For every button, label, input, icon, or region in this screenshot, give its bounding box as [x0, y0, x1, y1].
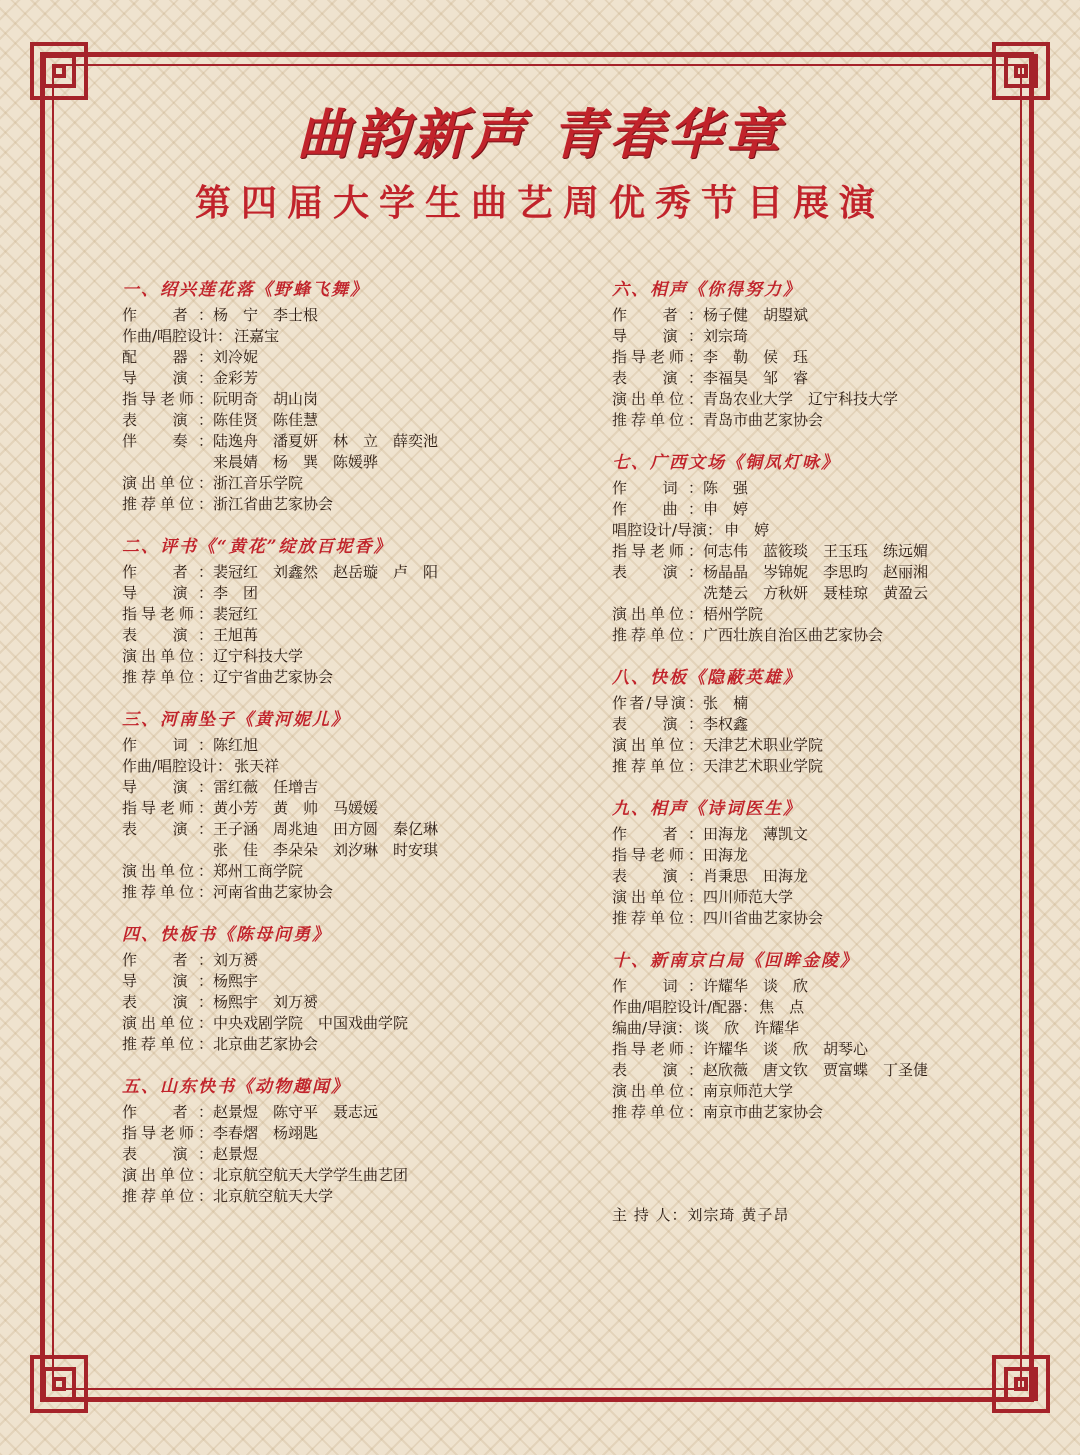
credit-value: 肖秉思 田海龙	[703, 867, 809, 885]
program-title: 九、相声《诗词医生》	[612, 799, 802, 819]
credit-value: 田海龙 薄凯文	[703, 825, 809, 843]
program-section	[122, 277, 542, 515]
credit-row	[122, 971, 542, 992]
credit-label: 作 者：	[122, 1103, 213, 1121]
program-title: 六、相声《你得努力》	[612, 280, 802, 300]
program-section	[612, 796, 1032, 929]
credit-row	[612, 326, 1032, 347]
credit-label: 作曲/唱腔设计/配器：	[612, 998, 758, 1016]
credit-value: 黄小芳 黄 帅 马媛媛	[213, 799, 379, 817]
credit-value: 刘宗琦	[703, 327, 749, 345]
poster-subtitle: 第四届大学生曲艺周优秀节目展演	[194, 183, 885, 224]
host-label: 主 持 人：	[612, 1206, 688, 1224]
program-section	[122, 922, 542, 1055]
credit-label: 推荐单位：	[612, 411, 703, 429]
credit-label: 演出单位：	[122, 1166, 213, 1184]
credit-row	[612, 735, 1032, 756]
credit-row	[612, 997, 1032, 1018]
credit-label: 推荐单位：	[122, 883, 213, 901]
credit-value: 青岛农业大学 辽宁科技大学	[703, 390, 899, 408]
credit-value: 刘万赟	[213, 951, 259, 969]
program-section	[612, 450, 1032, 646]
credit-label: 指导老师：	[612, 1040, 703, 1058]
credit-value: 李权鑫	[703, 715, 749, 733]
credit-value: 郑州工商学院	[213, 862, 304, 880]
credit-value: 李 团	[213, 584, 259, 602]
credit-value: 王子涵 周兆迪 田方圆 秦亿琳	[213, 820, 439, 838]
credit-value: 杨熙宇	[213, 972, 259, 990]
credit-value: 裴冠红	[213, 605, 259, 623]
credit-label: 指导老师：	[122, 390, 213, 408]
credit-row	[122, 950, 542, 971]
credit-label: 表 演：	[122, 411, 213, 429]
credit-label: 导 演：	[122, 584, 213, 602]
credit-value: 申 婷	[724, 521, 770, 539]
credit-label: 作曲/唱腔设计：	[122, 327, 233, 345]
credit-label: 演出单位：	[122, 862, 213, 880]
credit-row	[122, 992, 542, 1013]
program-title: 四、快板书《陈母问勇》	[122, 925, 331, 945]
credit-value: 杨晶晶 岑锦妮 李思昀 赵丽湘	[703, 563, 929, 581]
credit-label: 表 演：	[122, 1145, 213, 1163]
credit-value: 中央戏剧学院 中国戏曲学院	[213, 1014, 409, 1032]
credit-label: 演出单位：	[612, 888, 703, 906]
program-title: 十、新南京白局《回眸金陵》	[612, 951, 859, 971]
credit-label: 作 者：	[122, 306, 213, 324]
credit-row	[612, 347, 1032, 368]
credit-label: 作 曲：	[612, 500, 703, 518]
credit-label: 作曲/唱腔设计：	[122, 757, 233, 775]
credit-label: 导 演：	[122, 972, 213, 990]
credit-value: 何志伟 蓝筱琰 王玉珏 练远媚	[703, 542, 929, 560]
credit-row	[122, 1186, 542, 1207]
credit-value: 梧州学院	[703, 605, 764, 623]
credit-row	[122, 326, 542, 347]
poster-title: 曲韵新声 青春华章	[296, 102, 784, 166]
credit-value: 辽宁科技大学	[213, 647, 304, 665]
credit-row	[122, 562, 542, 583]
credit-value: 赵欣薇 唐文钦 贾富蝶 丁圣倢	[703, 1061, 929, 1079]
credit-row	[612, 845, 1032, 866]
credit-value: 赵景煜 陈守平 聂志远	[213, 1103, 379, 1121]
credit-row	[122, 389, 542, 410]
credit-row	[122, 1123, 542, 1144]
credit-row	[612, 887, 1032, 908]
credit-value: 来晨婧 杨 巽 陈媛骅	[213, 453, 379, 471]
credit-label: 作者/导演：	[612, 694, 703, 712]
credit-label: 表 演：	[612, 563, 703, 581]
credit-value: 青岛市曲艺家协会	[703, 411, 824, 429]
credit-value: 李 勒 侯 珏	[703, 348, 809, 366]
credit-label: 演出单位：	[612, 1082, 703, 1100]
credit-row	[122, 1144, 542, 1165]
host-line	[612, 1204, 789, 1226]
credit-label: 导 演：	[612, 327, 703, 345]
credit-label: 推荐单位：	[612, 909, 703, 927]
credit-label: 指导老师：	[612, 542, 703, 560]
credit-row	[122, 604, 542, 625]
program-section	[122, 707, 542, 903]
credit-value: 阮明奇 胡山岗	[213, 390, 319, 408]
program-title: 七、广西文场《铜凤灯咏》	[612, 453, 840, 473]
credit-row	[122, 452, 542, 473]
credit-label: 指导老师：	[122, 605, 213, 623]
credit-value: 金彩芳	[213, 369, 259, 387]
credit-label: 演出单位：	[612, 390, 703, 408]
credit-value: 张 佳 李朵朵 刘汐琳 时安琪	[213, 841, 439, 859]
credit-value: 天津艺术职业学院	[703, 757, 824, 775]
credit-value: 北京曲艺家协会	[213, 1035, 319, 1053]
credit-value: 冼楚云 方秋妍 聂桂琼 黄盈云	[703, 584, 929, 602]
credit-row	[122, 431, 542, 452]
credit-row	[122, 646, 542, 667]
credit-row	[612, 976, 1032, 997]
credit-label: 演出单位：	[122, 1014, 213, 1032]
credit-label: 推荐单位：	[122, 495, 213, 513]
credit-value: 陈 强	[703, 479, 749, 497]
credit-row	[612, 389, 1032, 410]
credit-value: 汪嘉宝	[234, 327, 280, 345]
credit-label: 编曲/导演：	[612, 1019, 693, 1037]
credit-label: 配 器：	[122, 348, 213, 366]
host-names: 刘宗琦 黄子昂	[687, 1206, 790, 1224]
credit-label: 表 演：	[612, 867, 703, 885]
credit-value: 南京师范大学	[703, 1082, 794, 1100]
credit-value: 王旭苒	[213, 626, 259, 644]
credit-value: 四川师范大学	[703, 888, 794, 906]
credit-label: 作 者：	[612, 825, 703, 843]
credit-row	[122, 777, 542, 798]
credit-row	[612, 625, 1032, 646]
credit-row	[122, 819, 542, 840]
credit-label: 推荐单位：	[122, 1187, 213, 1205]
credit-row	[122, 882, 542, 903]
credit-label: 演出单位：	[612, 736, 703, 754]
credit-row	[612, 520, 1032, 541]
credit-row	[122, 473, 542, 494]
left-program-column	[122, 277, 542, 1226]
credit-row	[612, 410, 1032, 431]
program-section	[612, 665, 1032, 777]
credit-label: 作 者：	[122, 951, 213, 969]
credit-row	[122, 583, 542, 604]
credit-row	[612, 368, 1032, 389]
credit-value: 四川省曲艺家协会	[703, 909, 824, 927]
credit-label: 指导老师：	[122, 1124, 213, 1142]
credit-row	[122, 667, 542, 688]
credit-label: 导 演：	[122, 369, 213, 387]
credit-value: 南京市曲艺家协会	[703, 1103, 824, 1121]
credit-row	[122, 494, 542, 515]
credit-value: 浙江音乐学院	[213, 474, 304, 492]
credit-label: 指导老师：	[122, 799, 213, 817]
credit-row	[612, 693, 1032, 714]
program-title: 三、河南坠子《黄河妮儿》	[122, 710, 350, 730]
right-program-column	[612, 277, 1032, 1142]
credit-row	[612, 541, 1032, 562]
credit-label: 演出单位：	[122, 647, 213, 665]
credit-row	[612, 714, 1032, 735]
credit-label: 作 者：	[122, 563, 213, 581]
credit-value: 北京航空航天大学学生曲艺团	[213, 1166, 409, 1184]
credit-label: 指导老师：	[612, 348, 703, 366]
credit-row	[122, 1102, 542, 1123]
credit-value: 裴冠红 刘鑫然 赵岳璇 卢 阳	[213, 563, 439, 581]
credit-label: 表 演：	[612, 1061, 703, 1079]
credit-label: 表 演：	[122, 820, 213, 838]
credit-row	[122, 1165, 542, 1186]
credit-row	[612, 908, 1032, 929]
program-section	[122, 1074, 542, 1207]
program-title: 二、评书《“黄花”绽放百坭香》	[122, 537, 393, 557]
credit-value: 张天祥	[234, 757, 280, 775]
credit-row	[612, 562, 1032, 583]
credit-row	[612, 756, 1032, 777]
credit-value: 申 婷	[703, 500, 749, 518]
credit-label: 伴 奏：	[122, 432, 213, 450]
credit-value: 赵景煜	[213, 1145, 259, 1163]
credit-value: 陈佳贤 陈佳慧	[213, 411, 319, 429]
credit-value: 河南省曲艺家协会	[213, 883, 334, 901]
program-section	[122, 534, 542, 688]
program-section	[612, 277, 1032, 431]
credit-row	[122, 735, 542, 756]
credit-label: 演出单位：	[612, 605, 703, 623]
credit-label: 表 演：	[122, 993, 213, 1011]
credit-value: 许耀华 谈 欣	[703, 977, 809, 995]
credit-row	[612, 866, 1032, 887]
credit-label: 表 演：	[122, 626, 213, 644]
credit-label: 推荐单位：	[612, 757, 703, 775]
credit-label: 演出单位：	[122, 474, 213, 492]
credit-value: 陆逸舟 潘夏妍 林 立 薛奕池	[213, 432, 439, 450]
credit-label: 作 词：	[122, 736, 213, 754]
credit-row	[122, 1034, 542, 1055]
program-title: 五、山东快书《动物趣闻》	[122, 1077, 350, 1097]
credit-row	[122, 410, 542, 431]
credit-row	[612, 1081, 1032, 1102]
credit-label: 表 演：	[612, 369, 703, 387]
credit-value: 田海龙	[703, 846, 749, 864]
credit-label: 表 演：	[612, 715, 703, 733]
credit-value: 广西壮族自治区曲艺家协会	[703, 626, 884, 644]
credit-value: 李春熠 杨翊匙	[213, 1124, 319, 1142]
credit-value: 张 楠	[703, 694, 749, 712]
program-title: 八、快板《隐蔽英雄》	[612, 668, 802, 688]
credit-value: 天津艺术职业学院	[703, 736, 824, 754]
credit-value: 谈 欣 许耀华	[694, 1019, 800, 1037]
fret-corner-ornament-icon	[990, 1353, 1052, 1415]
credit-label: 唱腔设计/导演：	[612, 521, 723, 539]
credit-label: 作 词：	[612, 479, 703, 497]
credit-row	[122, 798, 542, 819]
credit-value: 杨熙宇 刘万赟	[213, 993, 319, 1011]
credit-label: 作 词：	[612, 977, 703, 995]
credit-row	[612, 305, 1032, 326]
credit-row	[122, 305, 542, 326]
credit-row	[122, 368, 542, 389]
credit-label: 指导老师：	[612, 846, 703, 864]
credit-row	[612, 499, 1032, 520]
credit-row	[612, 1060, 1032, 1081]
credit-row	[612, 824, 1032, 845]
program-title: 一、绍兴莲花落《野蜂飞舞》	[122, 280, 369, 300]
credit-value: 雷红薇 任增吉	[213, 778, 319, 796]
credit-row	[612, 1102, 1032, 1123]
credit-row	[612, 1039, 1032, 1060]
credit-value: 李福昊 邹 睿	[703, 369, 809, 387]
credit-row	[122, 840, 542, 861]
credit-row	[122, 756, 542, 777]
credit-row	[122, 347, 542, 368]
credit-value: 陈红旭	[213, 736, 259, 754]
credit-label: 推荐单位：	[612, 626, 703, 644]
credit-row	[612, 478, 1032, 499]
credit-label: 作 者：	[612, 306, 703, 324]
credit-label: 导 演：	[122, 778, 213, 796]
credit-row	[612, 583, 1032, 604]
credit-row	[122, 861, 542, 882]
credit-label: 推荐单位：	[122, 1035, 213, 1053]
credit-label: 推荐单位：	[122, 668, 213, 686]
credit-value: 浙江省曲艺家协会	[213, 495, 334, 513]
credit-value: 许耀华 谈 欣 胡琴心	[703, 1040, 869, 1058]
credit-row	[122, 625, 542, 646]
fret-corner-ornament-icon	[28, 1353, 90, 1415]
credit-value: 杨子健 胡曌斌	[703, 306, 809, 324]
credit-label: 推荐单位：	[612, 1103, 703, 1121]
credit-row	[122, 1013, 542, 1034]
credit-value: 北京航空航天大学	[213, 1187, 334, 1205]
credit-value: 辽宁省曲艺家协会	[213, 668, 334, 686]
program-section	[612, 948, 1032, 1123]
credit-row	[612, 604, 1032, 625]
credit-value: 焦 点	[759, 998, 805, 1016]
credit-value: 杨 宁 李士根	[213, 306, 319, 324]
credit-value: 刘冷妮	[213, 348, 259, 366]
credit-row	[612, 1018, 1032, 1039]
